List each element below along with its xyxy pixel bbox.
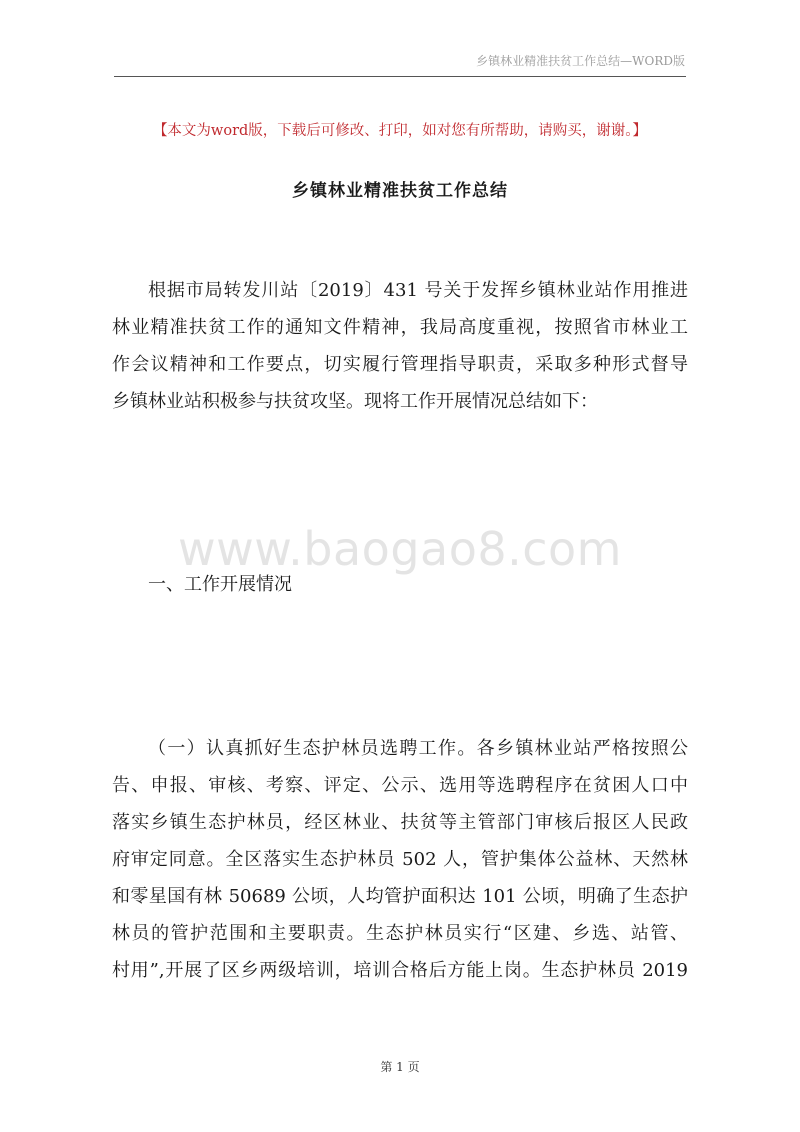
text-line: （一）认真抓好生态护林员选聘工作。各乡镇林业站严格按照公 — [148, 738, 688, 759]
paragraph-intro — [112, 272, 688, 420]
text-line: 告、申报、审核、考察、评定、公示、选用等选聘程序在贫困人口中 — [112, 775, 688, 796]
text-line: 落实乡镇生态护林员，经区林业、扶贫等主管部门审核后报区人民政 — [112, 812, 688, 833]
section-heading: 一、工作开展情况 — [148, 574, 292, 595]
paragraph-ranger-selection — [112, 730, 688, 989]
page-number: 第 1 页 — [380, 1060, 420, 1074]
text-line: 府审定同意。全区落实生态护林员 502 人，管护集体公益林、天然林 — [112, 849, 688, 870]
text-line: 林员的管护范围和主要职责。生态护林员实行“区建、乡选、站管、 — [112, 923, 688, 944]
text-line: 乡镇林业站积极参与扶贫攻坚。现将工作开展情况总结如下： — [112, 391, 598, 412]
document-title: 乡镇林业精准扶贫工作总结 — [292, 181, 508, 201]
text-line: 根据市局转发川站〔2019〕431 号关于发挥乡镇林业站作用推进 — [148, 280, 688, 301]
purchase-notice: 【本文为word版，下载后可修改、打印，如对您有所帮助，请购买，谢谢。】 — [152, 123, 648, 139]
running-header: 乡镇林业精准扶贫工作总结—WORD版 — [476, 54, 685, 68]
watermark: www.baogao8.com — [178, 522, 622, 576]
text-line: 和零星国有林 50689 公顷，人均管护面积达 101 公顷，明确了生态护 — [112, 886, 688, 907]
text-line: 林业精准扶贫工作的通知文件精神，我局高度重视，按照省市林业工 — [112, 317, 688, 338]
text-line: 村用”,开展了区乡两级培训，培训合格后方能上岗。生态护林员 2019 — [112, 960, 688, 981]
header-divider — [114, 76, 686, 77]
text-line: 作会议精神和工作要点，切实履行管理指导职责，采取多种形式督导 — [112, 354, 688, 375]
